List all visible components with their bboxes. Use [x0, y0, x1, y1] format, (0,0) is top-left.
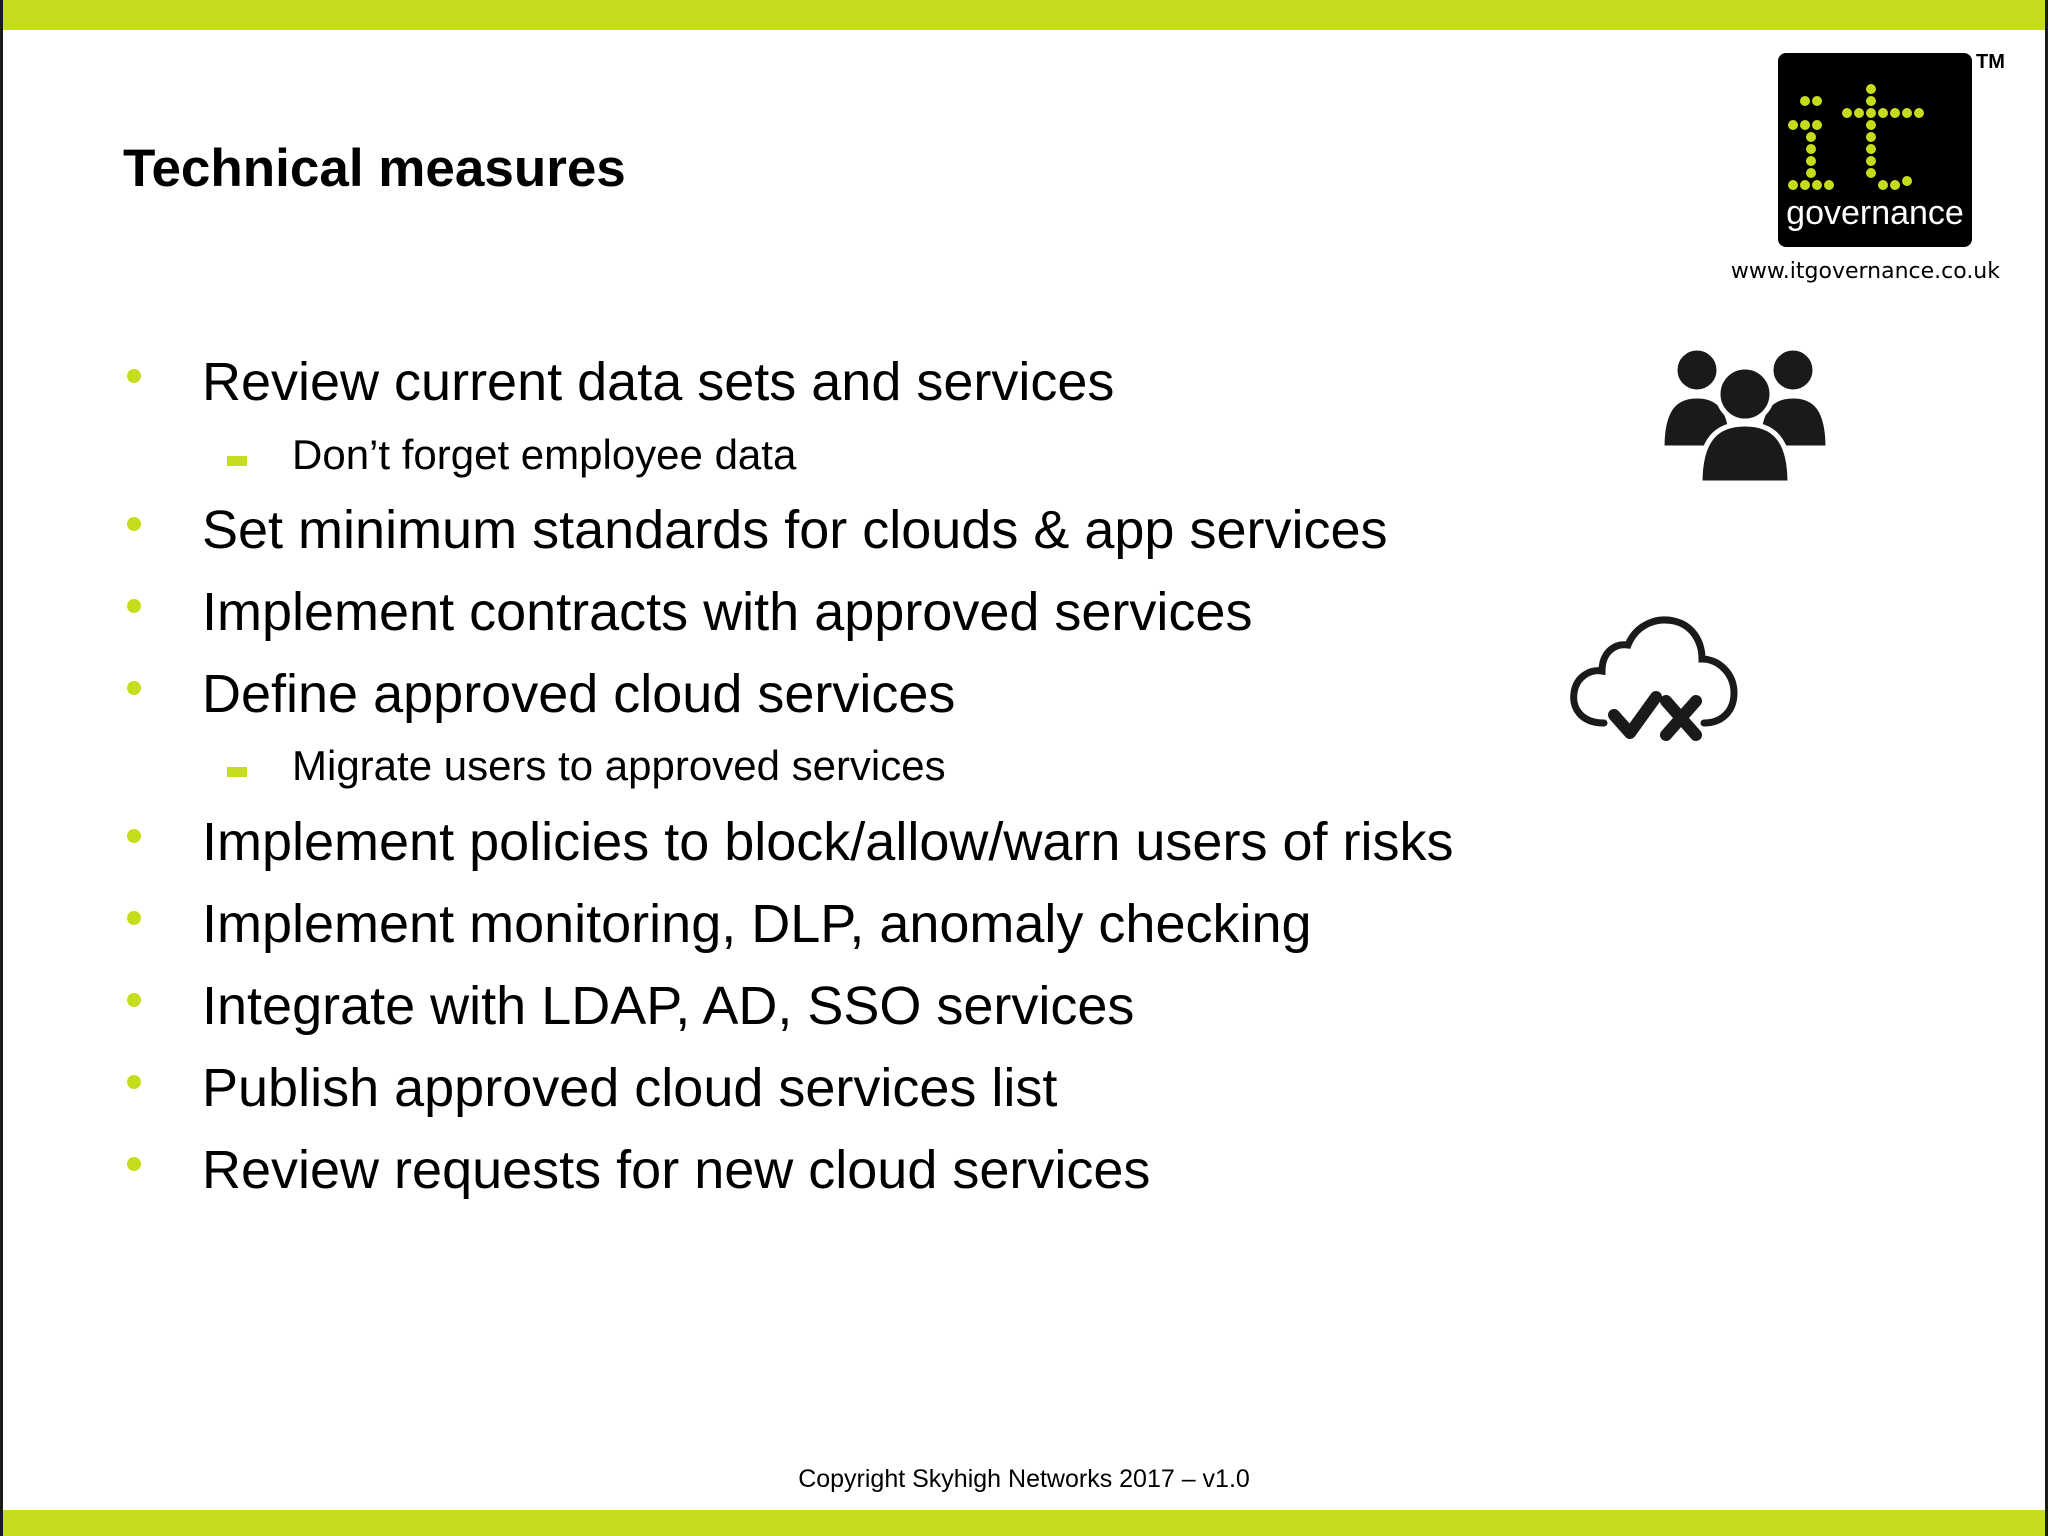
bullet-dot [127, 993, 141, 1007]
bullet-item: Implement policies to block/allow/warn users of risks [202, 812, 1454, 872]
trademark-symbol: TM [1976, 51, 2005, 73]
cloud-approve-reject-icon [1568, 615, 1740, 745]
bullet-item: Implement monitoring, DLP, anomaly checking [202, 894, 1312, 954]
sub-bullet-dash [227, 456, 247, 466]
bullet-dot [127, 911, 141, 925]
bullet-dot [127, 599, 141, 613]
bullet-dot [127, 517, 141, 531]
bullet-item: Review current data sets and services [202, 352, 1115, 412]
bullet-dot [127, 1157, 141, 1171]
bullet-dot [127, 1075, 141, 1089]
bullet-dot [127, 829, 141, 843]
logo-wordmark: governance [1786, 194, 1964, 232]
slide-title: Technical measures [123, 139, 626, 198]
logo-url: www.itgovernance.co.uk [1730, 259, 2000, 284]
bullet-item: Integrate with LDAP, AD, SSO services [202, 976, 1135, 1036]
bullet-item: Define approved cloud services [202, 664, 956, 724]
bottom-accent-bar [0, 1510, 2048, 1536]
bullet-item: Set minimum standards for clouds & app services [202, 500, 1388, 560]
bullet-dot [127, 369, 141, 383]
sub-bullet-item: Migrate users to approved services [292, 742, 946, 789]
bullet-item: Review requests for new cloud services [202, 1140, 1151, 1200]
copyright-footer: Copyright Skyhigh Networks 2017 – v1.0 [798, 1465, 1250, 1493]
people-group-icon [1660, 340, 1830, 485]
bullet-dot [127, 681, 141, 695]
bullet-item: Publish approved cloud services list [202, 1058, 1058, 1118]
bullet-item: Implement contracts with approved services [202, 582, 1253, 642]
sub-bullet-item: Don’t forget employee data [292, 431, 797, 478]
sub-bullet-dash [227, 767, 247, 777]
